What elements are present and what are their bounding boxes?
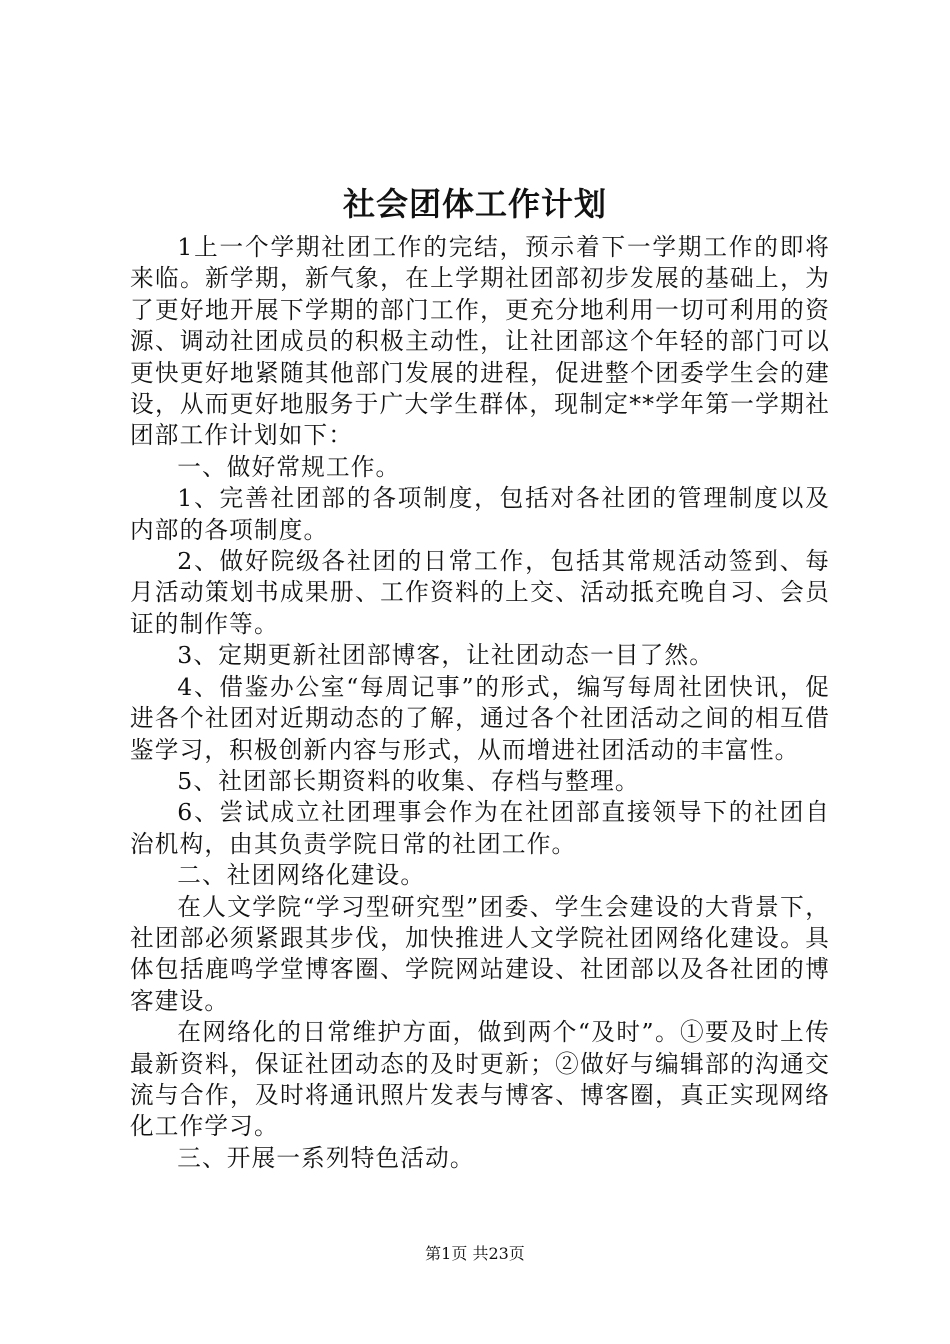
page-number-footer: 第1页 共23页 <box>425 1244 525 1263</box>
section-heading: 二、社团网络化建设。 <box>177 861 426 890</box>
paragraph: 5、社团部长期资料的收集、存档与整理。 <box>177 766 640 795</box>
paragraph: 4、借鉴办公室“每周记事”的形式，编写每周社团快讯，促进各个社团对近期动态的了解，通过各个社团活动之间的相互借鉴学习，积极创新内容与形式，从而增进社团活动的丰富性。 <box>130 672 830 764</box>
paragraph: 1上一个学期社团工作的完结，预示着下一学期工作的即将来临。新学期，新气象，在上学期社团部初步发展的基础上，为了更好地开展下学期的部门工作，更充分地利用一切可利用的资源、调动社团成员的积极主动性，让社团部这个年轻的部门可以更快更好地紧随其他部门发展的进程，促进整个团委学生会的建设，从而更好地服务于广大学生群体，现制定**学年第一学期社团部工作计划如下： <box>130 233 830 450</box>
paragraph: 3、定期更新社团部博客，让社团动态一目了然。 <box>177 641 715 670</box>
page-title: 社会团体工作计划 <box>342 185 607 223</box>
document-body <box>130 232 830 1174</box>
section-heading: 一、做好常规工作。 <box>177 452 401 481</box>
paragraph: 6、尝试成立社团理事会作为在社团部直接领导下的社团自治机构，由其负责学院日常的社团工作。 <box>130 798 830 858</box>
paragraph: 在网络化的日常维护方面，做到两个“及时”。①要及时上传最新资料，保证社团动态的及时更新；②做好与编辑部的沟通交流与合作，及时将通讯照片发表与博客、博客圈，真正实现网络化工作学习。 <box>130 1018 830 1141</box>
paragraph: 在人文学院“学习型研究型”团委、学生会建设的大背景下，社团部必须紧跟其步伐，加快推进人文学院社团网络化建设。具体包括鹿鸣学堂博客圈、学院网站建设、社团部以及各社团的博客建设。 <box>130 892 830 1015</box>
paragraph: 1、完善社团部的各项制度，包括对各社团的管理制度以及内部的各项制度。 <box>130 484 830 544</box>
paragraph: 2、做好院级各社团的日常工作，包括其常规活动签到、每月活动策划书成果册、工作资料的上交、活动抵充晚自习、会员证的制作等。 <box>130 547 830 638</box>
section-heading: 三、开展一系列特色活动。 <box>177 1143 475 1172</box>
